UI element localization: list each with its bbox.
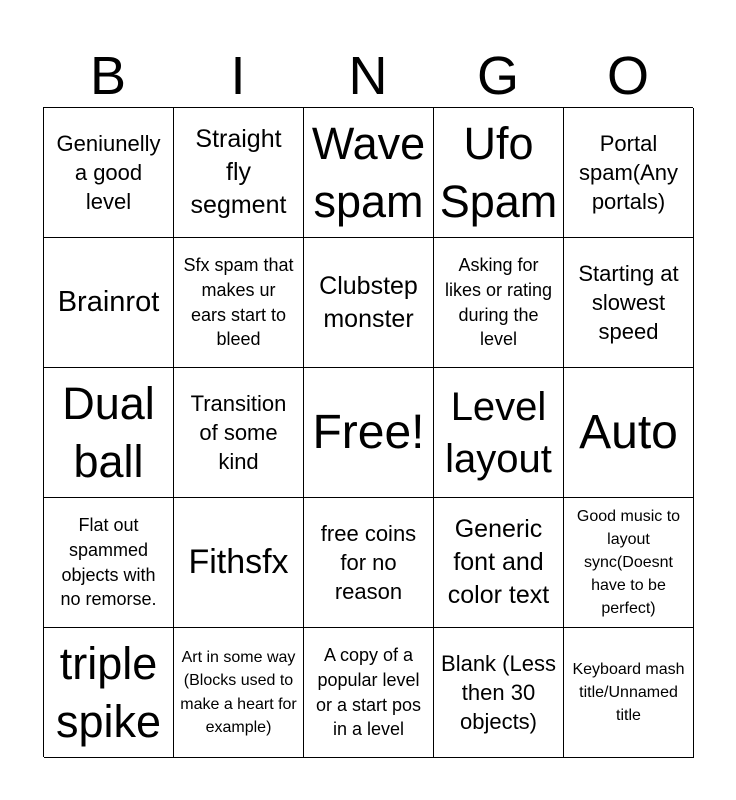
header-letter-n: N	[348, 46, 388, 106]
bingo-cell[interactable]	[434, 108, 564, 238]
bingo-cell[interactable]	[434, 238, 564, 368]
free-space-text: Free!	[312, 405, 425, 459]
bingo-cell[interactable]	[44, 238, 174, 368]
bingo-cell[interactable]	[564, 628, 694, 758]
bingo-header	[43, 46, 693, 106]
cell-text: Keyboard mash title/Unnamed title	[572, 660, 685, 725]
bingo-cell[interactable]	[434, 368, 564, 498]
cell-text: Ufo Spam	[439, 118, 558, 227]
header-letter-i: I	[230, 46, 246, 106]
bingo-cell[interactable]	[434, 498, 564, 628]
bingo-cell[interactable]	[174, 498, 304, 628]
bingo-cell[interactable]	[564, 498, 694, 628]
cell-text: Geniunelly a good level	[56, 130, 161, 215]
bingo-cell[interactable]	[304, 628, 434, 758]
bingo-cell[interactable]	[564, 238, 694, 368]
cell-text: Sfx spam that makes ur ears start to bleed	[183, 254, 294, 350]
bingo-cell[interactable]	[44, 368, 174, 498]
cell-text: Starting at slowest speed	[578, 260, 679, 345]
bingo-cell[interactable]	[44, 628, 174, 758]
cell-text: Auto	[579, 405, 678, 459]
bingo-cell[interactable]	[564, 368, 694, 498]
bingo-board	[43, 107, 693, 757]
cell-text: Asking for likes or rating during the level	[444, 254, 553, 350]
cell-text: Clubstep monster	[319, 271, 418, 333]
cell-text: Art in some way (Blocks used to make a heart for example)	[180, 649, 297, 736]
bingo-cell[interactable]	[44, 108, 174, 238]
cell-text: Blank (Less then 30 objects)	[441, 650, 556, 735]
bingo-cell[interactable]	[174, 368, 304, 498]
bingo-cell[interactable]	[174, 238, 304, 368]
bingo-cell[interactable]	[44, 498, 174, 628]
header-letter-g: G	[476, 46, 519, 106]
cell-text: Generic font and color text	[447, 515, 550, 609]
cell-text: A copy of a popular level or a start pos in a level	[315, 644, 422, 740]
header-letter-o: O	[606, 46, 649, 106]
bingo-cell[interactable]	[304, 498, 434, 628]
cell-text: Fithsfx	[188, 542, 289, 581]
bingo-cell[interactable]	[174, 628, 304, 758]
header-letter-b: B	[89, 46, 127, 106]
cell-text: Portal spam(Any portals)	[578, 130, 679, 215]
bingo-cell[interactable]	[304, 238, 434, 368]
cell-text: Good music to layout sync(Doesnt have to be perfect)	[576, 507, 681, 618]
cell-text: triple spike	[55, 638, 162, 747]
cell-text: Wave spam	[311, 118, 426, 227]
bingo-cell[interactable]	[434, 628, 564, 758]
bingo-cell[interactable]	[564, 108, 694, 238]
cell-text: free coins for no reason	[320, 520, 417, 605]
cell-text: Level layout	[445, 384, 552, 481]
bingo-cell[interactable]	[174, 108, 304, 238]
cell-text: Transition of some kind	[190, 390, 287, 475]
cell-text: Flat out spammed objects with no remorse.	[60, 514, 157, 610]
bingo-cell free-space[interactable]	[304, 368, 434, 498]
cell-text: Dual ball	[62, 378, 155, 487]
cell-text: Brainrot	[57, 285, 160, 318]
bingo-cell[interactable]	[304, 108, 434, 238]
cell-text: Straight fly segment	[190, 125, 287, 219]
